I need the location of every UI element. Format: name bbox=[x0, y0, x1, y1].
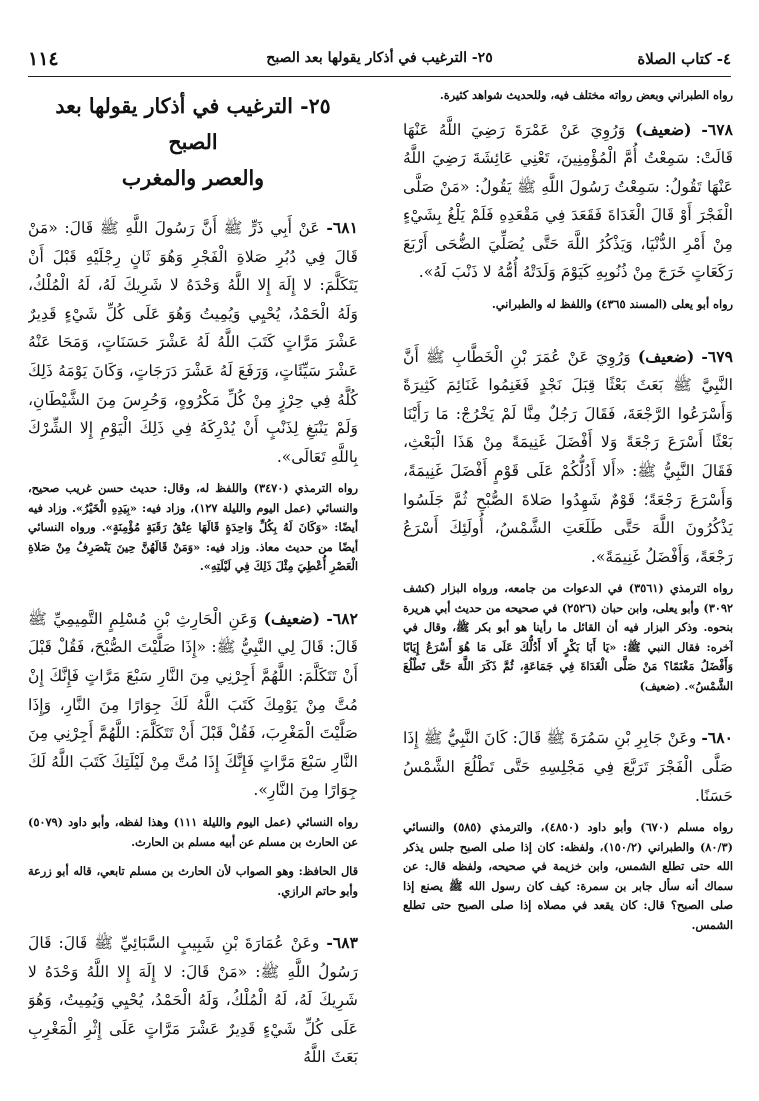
hadith-source: رواه النسائي (عمل اليوم والليلة ١١١) وهذا لفظه، وأبو داود (٥٠٧٩) عن الحارث بن مسلم عن أبيه مسلم بن الحارث. bbox=[28, 815, 358, 849]
hafiz-note: قال الحافظ: وهو الصواب لأن الحارث بن مسلم تابعي، قاله أبو زرعة وأبو حاتم الرازي. bbox=[28, 864, 358, 898]
hadith-680 bbox=[403, 724, 733, 810]
hadith-text: عَنْ أَبِي ذَرٍّ ﷺ أَنَّ رَسُولَ اللَّهِ ﷺ قَالَ: «مَنْ قَالَ فِي دُبُرِ صَلاةِ الْفَجْرِ وَهُوَ ثَانٍ رِجْلَيْهِ قَبْلَ أَنْ يَتَكَلَّمَ: لا إِلَهَ إِلا اللَّهُ وَحْدَهُ لا شَرِيكَ لَهُ، لَهُ الْمُلْكُ، وَلَهُ الْحَمْدُ، يُحْيِي وَيُمِيتُ وَهُوَ عَلَى كُلِّ شَيْءٍ قَدِيرٌ عَشْرَ مَرَّاتٍ كَتَبَ اللَّهُ لَهُ عَشْرَ حَسَنَاتٍ، وَمَحَا عَنْهُ عَشْرَ سَيِّئَاتٍ، وَرَفَعَ لَهُ عَشْرَ دَرَجَاتٍ، وَكَانَ يَوْمَهُ ذَلِكَ كُلَّهُ فِي حِرْزٍ مِنْ كُلِّ مَكْرُوهٍ، وَحُرِسَ مِنَ الشَّيْطَانِ، وَلَمْ يَنْبَغِ لِذَنْبٍ أَنْ يُدْرِكَهُ فِي ذَلِكَ الْيَوْمِ إِلا الشِّرْكَ بِاللَّهِ تَعَالَى». bbox=[28, 219, 358, 466]
hadith-source: رواه أبو يعلى (المسند ٤٣٦٥) واللفظ له والطبراني. bbox=[491, 297, 733, 312]
chapter-heading-line-1: ٢٥- الترغيب في أذكار يقولها بعد الصبح bbox=[55, 94, 331, 154]
page-header bbox=[28, 48, 731, 74]
hadith-grade: (ضعيف) bbox=[637, 346, 695, 366]
hadith-number: ٦٧٨- bbox=[701, 119, 733, 139]
running-chapter-title: ٢٥- الترغيب في أذكار يقولها بعد الصبح bbox=[266, 50, 493, 66]
left-column bbox=[28, 86, 358, 1081]
hadith-grade: (ضعيف) bbox=[635, 119, 692, 139]
hadith-number: ٦٨٣- bbox=[326, 933, 358, 952]
hadith-text: وَرُوِيَ عَنْ عَمْرَةَ رَضِيَ اللَّهُ عَنْهَا قَالَتْ: سَمِعْتُ أُمَّ الْمُؤْمِنِينَ، تَعْنِي عَائِشَةَ رَضِيَ اللَّهُ عَنْهَا تَقُولُ: سَمِعْتُ رَسُولَ اللَّهِ ﷺ يَقُولُ: «مَنْ صَلَّى الْفَجْرَ أَوْ قَالَ الْغَدَاةَ فَقَعَدَ فِي مَقْعَدِهِ فَلَمْ يَلْغُ بِشَيْءٍ مِنْ أَمْرِ الدُّنْيَا، وَيَذْكُرُ اللَّهَ حَتَّى يُصَلِّيَ الضُّحَى أَرْبَعَ رَكَعَاتٍ خَرَجَ مِنْ ذُنُوبِهِ كَيَوْمَ وَلَدَتْهُ أُمُّهُ لا ذَنْبَ لَهُ». bbox=[403, 120, 733, 282]
spacer bbox=[28, 911, 358, 929]
hadith-number: ٦٨٠- bbox=[701, 728, 733, 748]
hadith-number: ٦٨٢- bbox=[326, 608, 358, 628]
book-title: ٤- كتاب الصلاة bbox=[637, 50, 731, 68]
chapter-heading bbox=[28, 88, 358, 196]
right-column bbox=[403, 86, 733, 1081]
spacer bbox=[403, 706, 733, 724]
spacer bbox=[28, 587, 358, 605]
hadith-678 bbox=[403, 116, 733, 288]
hadith-679 bbox=[403, 343, 733, 572]
hadith-grade: (ضعيف) bbox=[263, 608, 320, 628]
hadith-683 bbox=[28, 929, 358, 1072]
hadith-source: رواه مسلم (٦٧٠) وأبو داود (٤٨٥٠)، والترمذي (٥٨٥) والنسائي (٨٠/٣) والطبراني (١٥٠/٢)، ولفظه: كان إذا صلى الصبح جلس يذكر الله حتى تطلع الشمس، وابن خزيمة في صحيحه، ولفظه قال: عن سماك أنه سأل جابر بن سمرة: كيف كان رسول الله ﷺ يصنع إذا صلى الصبح؟ قال: كان يقعد في مصلاه إذا صلى الصبح حتى تطلع الشمس. bbox=[403, 820, 733, 932]
hadith-text: وَرُوِيَ عَنْ عُمَرَ بْنِ الْخَطَّابِ ﷺ أَنَّ النَّبِيَّ ﷺ بَعَثَ بَعْثًا قِبَلَ نَجْدٍ فَغَنِمُوا غَنَائِمَ كَثِيرَةً وَأَسْرَعُوا الرَّجْعَةَ، فَقَالَ رَجُلٌ مِنَّا لَمْ يَخْرُجْ: مَا رَأَيْنَا بَعْثًا أَسْرَعَ رَجْعَةً وَلا أَفْضَلَ غَنِيمَةً مِنْ هَذَا الْبَعْثِ، فَقَالَ النَّبِيُّ ﷺ: «أَلا أَدُلُّكُمْ عَلَى قَوْمٍ أَفْضَلَ غَنِيمَةً، وَأَسْرَعَ رَجْعَةً؛ قَوْمٌ شَهِدُوا صَلاةَ الصُّبْحِ ثُمَّ جَلَسُوا يَذْكُرُونَ اللَّهَ حَتَّى طَلَعَتِ الشَّمْسُ، أُولَئِكَ أَسْرَعُ رَجْعَةً، وَأَفْضَلُ غَنِيمَةً». bbox=[403, 347, 733, 566]
hadith-text: وَعَنِ الْحَارِثِ بْنِ مُسْلِمٍ التَّمِيمِيِّ ﷺ قَالَ: قَالَ لِي النَّبِيُّ ﷺ: «إِذَا صَلَّيْتَ الصُّبْحَ، فَقُلْ قَبْلَ أَنْ تَتَكَلَّمَ: اللَّهُمَّ أَجِرْنِي مِنَ النَّارِ سَبْعَ مَرَّاتٍ فَإِنَّكَ إِنْ مُتَّ مِنْ يَوْمِكَ كَتَبَ اللَّهُ لَكَ جِوَارًا مِنَ النَّارِ، وَإِذَا صَلَّيْتَ الْمَغْرِبَ، فَقُلْ قَبْلَ أَنْ تَتَكَلَّمَ: اللَّهُمَّ أَجِرْنِي مِنَ النَّارِ سَبْعَ مَرَّاتٍ فَإِنَّكَ إِذَا مُتَّ مِنْ لَيْلَتِكَ كَتَبَ اللَّهُ لَكَ جِوَارًا مِنَ النَّارِ». bbox=[28, 609, 358, 800]
hadith-681 bbox=[28, 214, 358, 471]
hadith-682 bbox=[28, 605, 358, 805]
header-rule bbox=[28, 76, 731, 77]
hadith-text: وعَنْ عُمَارَةَ بْنِ شَبِيبٍ السَّبَائِيِّ ﷺ قَالَ: قَالَ رَسُولُ اللَّهِ ﷺ: «مَنْ قَالَ: لا إِلَهَ إِلا اللَّهُ وَحْدَهُ لا شَرِيكَ لَهُ، لَهُ الْمُلْكُ، وَلَهُ الْحَمْدُ، يُحْيِي وَيُمِيتُ، وَهُوَ عَلَى كُلِّ شَيْءٍ قَدِيرٌ عَشْرَ مَرَّاتٍ عَلَى إِثْرِ الْمَغْرِبِ بَعَثَ اللَّهُ bbox=[28, 934, 358, 1067]
source-note-top: رواه الطبراني وبعض رواته مختلف فيه، وللحديث شواهد كثيرة. bbox=[439, 88, 733, 102]
hadith-source: رواه الترمذي (٣٥٦١) في الدعوات من جامعه، ورواه البزار (كشف ٣٠٩٢) وأبو يعلى، وابن حبان (٢٥٢٦) في صحيحه من حديث أبي هريرة بنحوه. وذكر البزار فيه أن القائل ما رأينا هو أبو بكر ﷺ، وقال في آخره: فقال النبي ﷺ: «يَا أَبَا بَكْرٍ أَلا أَدُلُّكَ عَلَى مَا هُوَ أَسْرَعُ إِيَابًا وَأَفْضَلُ مَغْنَمًا؟ مَنْ صَلَّى الْغَدَاةَ فِي جَمَاعَةٍ، ثُمَّ ذَكَرَ اللَّهَ حَتَّى تَطْلُعَ الشَّمْسُ». (ضعيف) bbox=[403, 581, 733, 693]
chapter-heading-line-2: والعصر والمغرب bbox=[121, 166, 265, 190]
hadith-number: ٦٨١- bbox=[326, 218, 358, 237]
hadith-number: ٦٧٩- bbox=[701, 346, 733, 366]
spacer bbox=[403, 325, 733, 343]
hadith-source: رواه الترمذي (٣٤٧٠) واللفظ له، وقال: حديث حسن غريب صحيح، والنسائي (عمل اليوم والليلة ١٢٧)، وزاد فيه: «بِيَدِهِ الْخَيْرُ». وزاد فيه أيضًا: «وَكَانَ لَهُ بِكُلِّ وَاحِدَةٍ قَالَهَا عِتْقُ رَقَبَةٍ مُؤْمِنَةٍ». ورواه النسائي أيضًا من حديث معاذ. وزاد فيه: «وَمَنْ قَالَهُنَّ حِينَ يَنْصَرِفُ مِنْ صَلاةِ الْعَصْرِ أُعْطِيَ مِثْلَ ذَلِكَ فِي لَيْلَتِهِ». bbox=[28, 481, 358, 574]
page-number: ١١٤ bbox=[28, 48, 59, 70]
hadith-text: وعَنْ جَابِرِ بْنِ سَمُرَةَ ﷺ قَالَ: كَانَ النَّبِيُّ ﷺ إِذَا صَلَّى الْفَجْرَ تَرَبَّعَ فِي مَجْلِسِهِ حَتَّى تَطْلُعَ الشَّمْسُ حَسَنًا. bbox=[403, 729, 733, 805]
